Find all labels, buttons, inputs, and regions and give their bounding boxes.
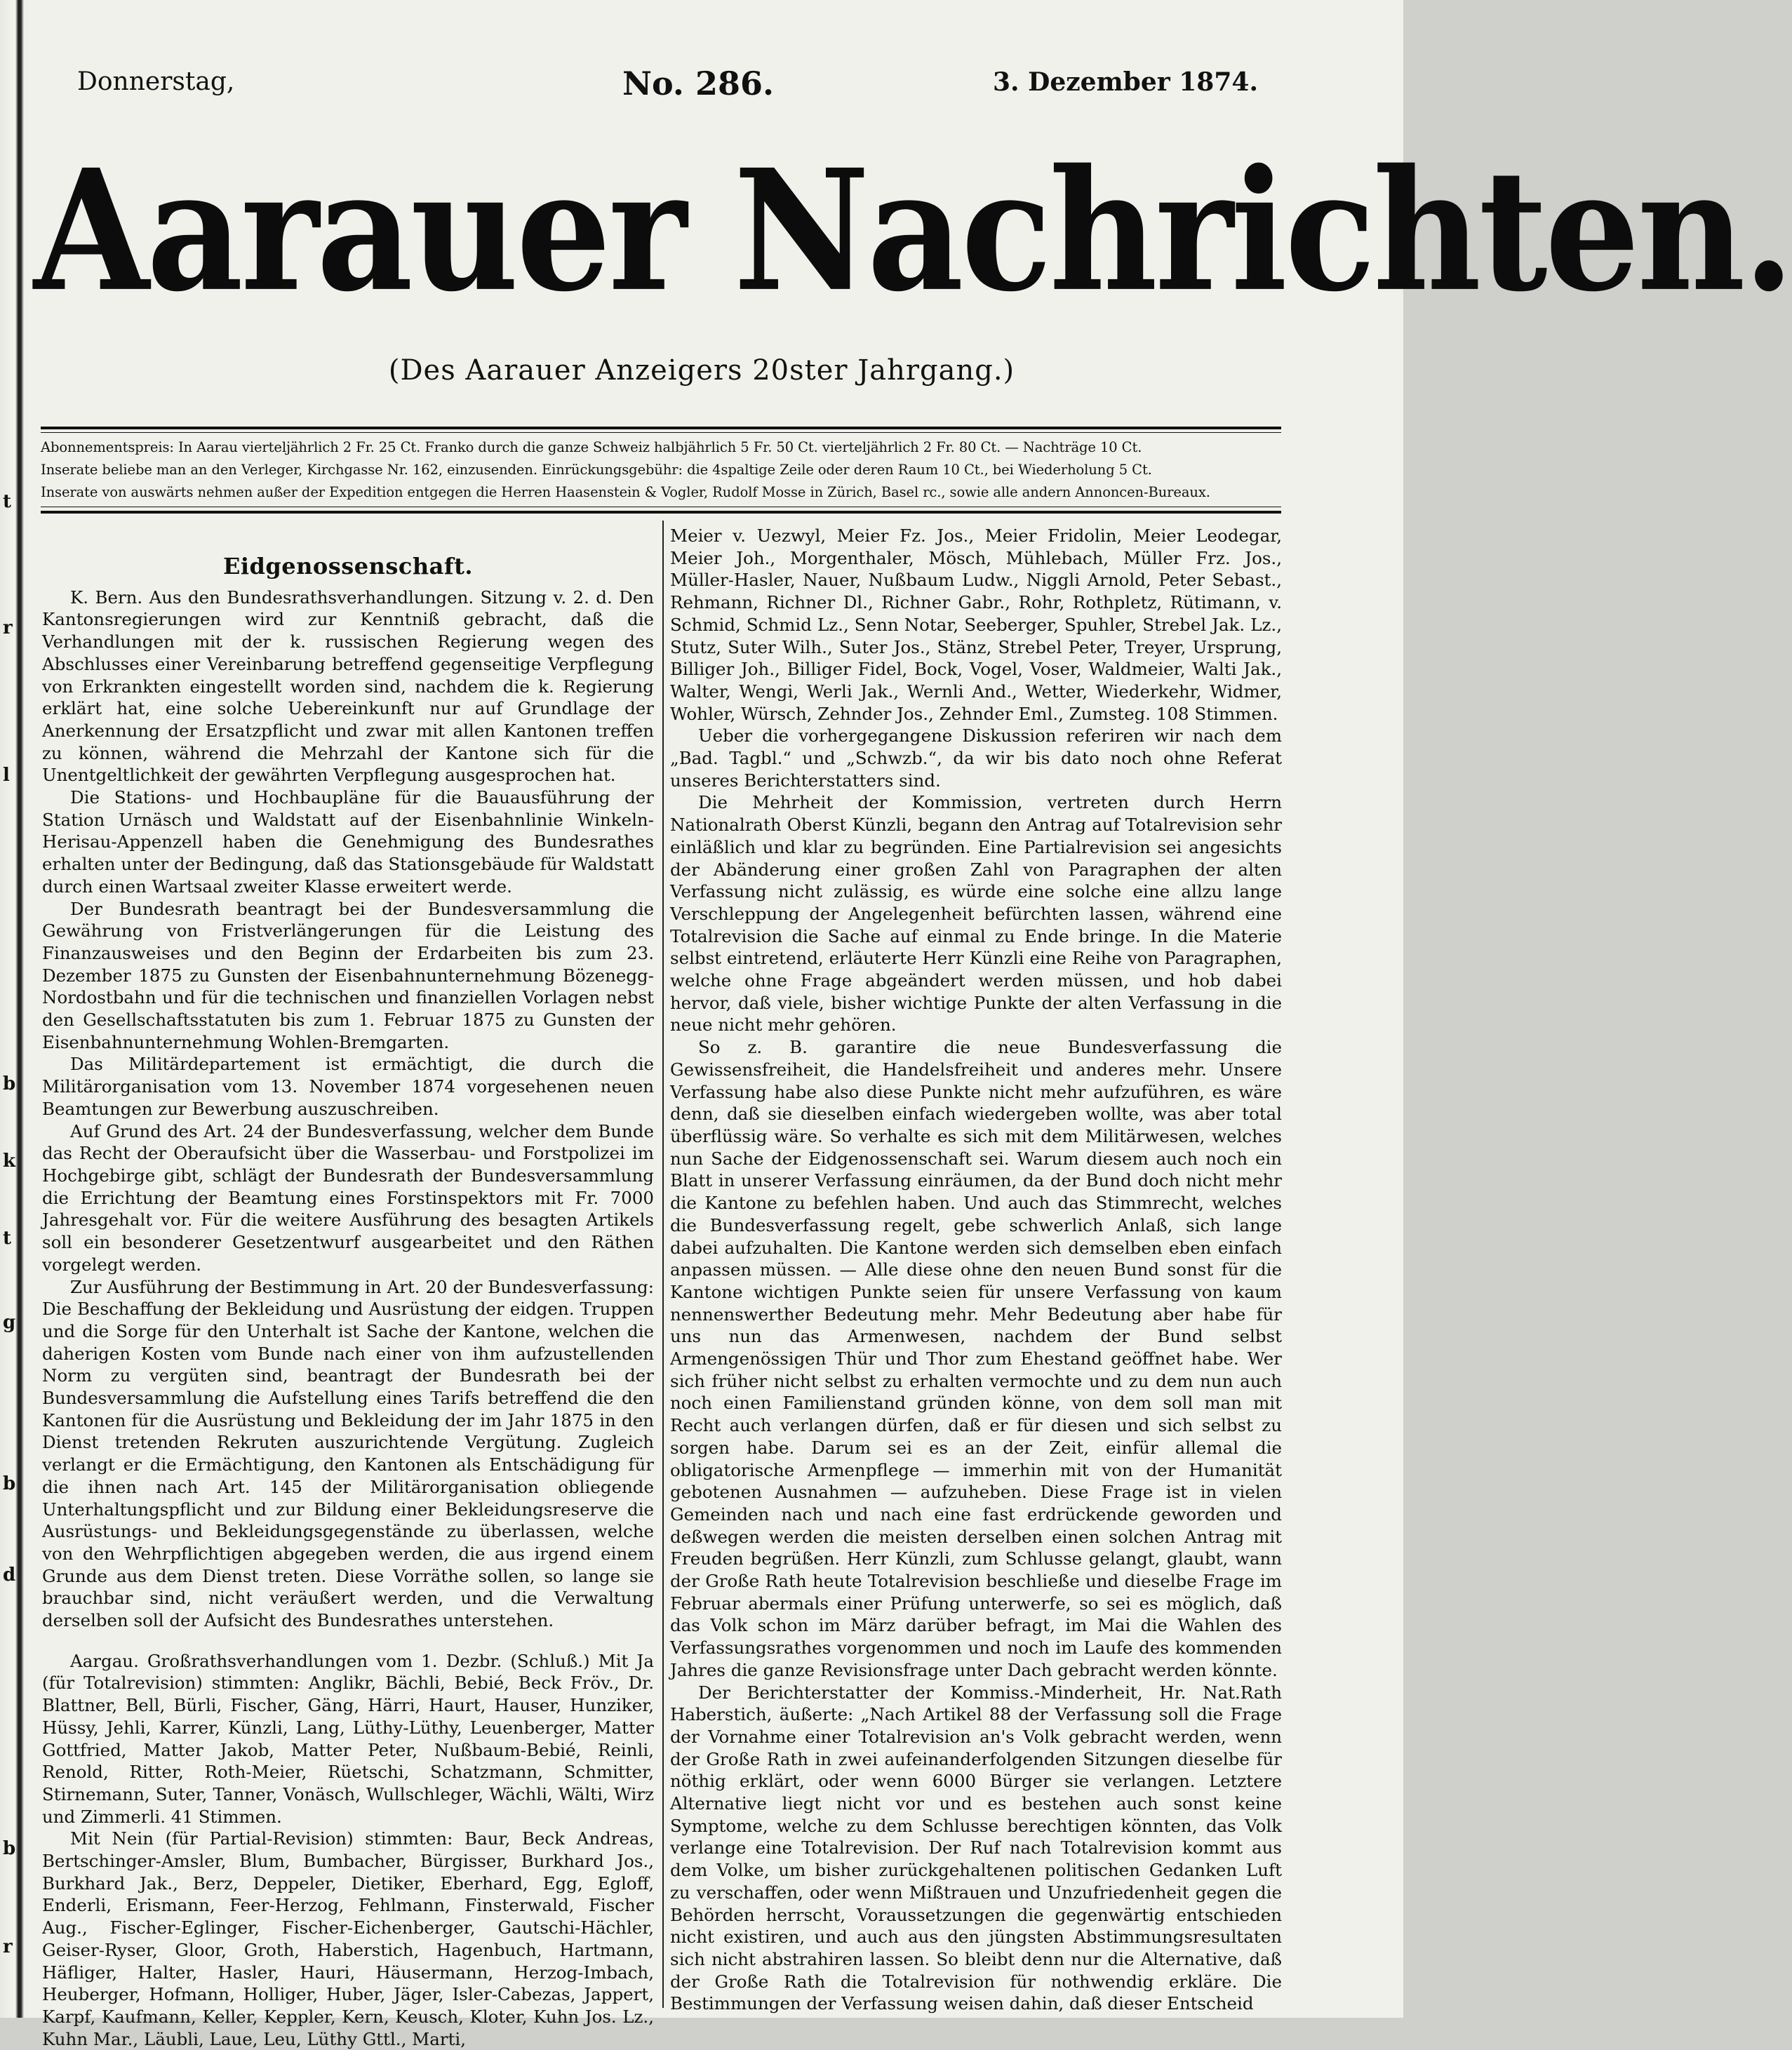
margin-glyph: b (3, 1473, 16, 1494)
agency-line: Inserate von auswärts nehmen außer der Expedition entgegen die Herren Haasenstein & Vogler, Rudolf Mosse in Zürich, Basel rc., sowie alle andern Annoncen-Bureaux. (41, 484, 1210, 500)
masthead-title: Aarauer Nachrichten. (34, 133, 1792, 329)
margin-glyph: b (3, 1838, 16, 1859)
issue-number: No. 286. (622, 65, 774, 102)
left-column (42, 525, 654, 2050)
right-column (670, 525, 1282, 2015)
article-paragraph: Die Stations- und Hochbaupläne für die Bauausführung der Station Urnäsch und Waldstatt auf der Eisenbahnlinie Winkeln-Herisau-Appenzell haben die Genehmigung des Bundesrathes erhalten unter der Bedingung, daß das Stationsgebäude für Waldstatt durch einen Wartsaal zweiter Klasse erweitert werde. (42, 787, 654, 897)
article-paragraph: Die Mehrheit der Kommission, vertreten durch Herrn Nationalrath Oberst Künzli, begann den Antrag auf Totalrevision sehr einläßlich und klar zu begründen. Eine Partialrevision sei angesichts der Abänderung einer großen Zahl von Paragraphen der alten Verfassung nicht zulässig, es würde eine solche eine allzu lange Verschleppung der Angelegenheit befürchten lassen, während eine Totalrevision die Sache auf einmal zu Ende bringe. In die Materie selbst eintretend, erläuterte Herr Künzli eine Reihe von Paragraphen, welche ohne Frage abgeändert werden müssen, und hob dabei hervor, daß viele, bisher wichtige Punkte der alten Verfassung in die neue nicht mehr gehören. (670, 792, 1282, 1036)
article-paragraph: Zur Ausführung der Bestimmung in Art. 20 der Bundesverfassung: Die Beschaffung der Bekleidung und Ausrüstung der eidgen. Truppen und die Sorge für den Unterhalt ist Sache der Kantone, welchen die daherigen Kosten vom Bunde nach einer von ihm aufzustellenden Norm zu vergüten sind, beantragt der Bundesrath bei der Bundesversammlung die Aufstellung eines Tarifs betreffend die den Kantonen für die Ausrüstung und Bekleidung der im Jahr 1875 in den Dienst tretenden Rekruten auszurichtende Vergütung. Zugleich verlangt er die Ermächtigung, den Kantonen als Entschädigung für die ihnen nach Art. 145 der Militärorganisation obliegende Unterhaltungspflicht und zur Bildung einer Bekleidungsreserve die Ausrüstungs- und Bekleidungsgegenstände zu überlassen, welche von den Wehrpflichtigen abgegeben werden, die aus irgend einem Grunde aus dem Dienst treten. Diese Vorräthe sollen, so lange sie brauchbar sind, nicht veräußert werden, und die Verwaltung derselben soll der Aufsicht des Bundesrathes unterstehen. (42, 1276, 654, 1631)
column-divider (662, 521, 664, 2008)
margin-glyph: b (3, 1073, 16, 1094)
article-paragraph: Das Militärdepartement ist ermächtigt, die durch die Militärorganisation vom 13. November 1874 vorgesehenen neuen Beamtungen zur Bewerbung auszuschreiben. (42, 1054, 654, 1119)
weekday: Donnerstag, (77, 67, 235, 96)
masthead-subtitle: (Des Aarauer Anzeigers 20ster Jahrgang.) (388, 354, 1015, 387)
margin-glyph: l (3, 765, 10, 786)
adjacent-page-edge (0, 0, 28, 2018)
article-paragraph: Der Bundesrath beantragt bei der Bundesversammlung die Gewährung von Fristverlängerungen für die Leistung des Finanzausweises und den Beginn der Erdarbeiten bis zum 23. Dezember 1875 zu Gunsten der Eisenbahnunternehmung Bözenegg-Nordostbahn und für die technischen und finanziellen Vorlagen nebst den Gesellschaftsstatuten bis zum 1. Februar 1875 zu Gunsten der Eisenbahnunternehmung Wohlen-Bremgarten. (42, 898, 654, 1052)
top-rule-thin (41, 432, 1281, 433)
margin-glyph: t (3, 491, 12, 512)
article-paragraph: Ueber die vorhergegangene Diskussion referiren wir nach dem „Bad. Tagbl.“ und „Schwzb.“, da wir bis dato noch ohne Referat unseres Berichterstatters sind. (670, 725, 1282, 791)
margin-glyph: r (3, 617, 13, 638)
issue-date: 3. Dezember 1874. (993, 67, 1258, 97)
margin-glyph: t (3, 1228, 12, 1249)
margin-glyph: d (3, 1565, 16, 1586)
article-paragraph: Auf Grund des Art. 24 der Bundesverfassung, welcher dem Bunde das Recht der Oberaufsicht über die Wasserbau- und Forstpolizei im Hochgebirge gibt, schlägt der Bundesrath der Bundesversammlung die Errichtung der Beamtung eines Forstinspektors mit Fr. 7000 Jahresgehalt vor. Für die weitere Ausführung des besagten Artikels soll ein besonderer Gesetzentwurf ausgearbeitet und den Räthen vorgelegt werden. (42, 1120, 654, 1275)
margin-glyph: g (3, 1312, 16, 1333)
margin-glyph: k (3, 1151, 16, 1172)
insertion-fee-line: Inserate beliebe man an den Verleger, Kirchgasse Nr. 162, einzusenden. Einrückungsgebühr: die 4spaltige Zeile oder deren Raum 10 Ct., bei Wiederholung 5 Ct. (41, 462, 1152, 478)
article-paragraph: Mit Nein (für Partial-Revision) stimmten: Baur, Beck Andreas, Bertschinger-Amsler, Blum, Bumbacher, Bürgisser, Burkhard Jos., Burkhard Jak., Berz, Deppeler, Dietiker, Eberhard, Egg, Egloff, Enderli, Erismann, Feer-Herzog, Fehlmann, Finsterwald, Fischer Aug., Fischer-Eglinger, Fischer-Eichenberger, Gautschi-Hächler, Geiser-Ryser, Gloor, Groth, Haberstich, Hagenbuch, Hartmann, Häfliger, Halter, Hasler, Hauri, Häusermann, Herzog-Imbach, Heuberger, Hofmann, Holliger, Huber, Jäger, Isler-Cabezas, Jappert, Karpf, Kaufmann, Keller, Keppler, Kern, Keusch, Kloter, Kuhn Jos. Lz., Kuhn Mar., Läubli, Laue, Leu, Lüthy Gttl., Marti, (42, 1828, 654, 2049)
article-paragraph: Aargau. Großrathsverhandlungen vom 1. Dezbr. (Schluß.) Mit Ja (für Totalrevision) stimmten: Anglikr, Bächli, Bebié, Beck Fröv., Dr. Blattner, Bell, Bürli, Fischer, Gäng, Härri, Haurt, Hauser, Hunziker, Hüssy, Jehli, Karrer, Künzli, Lang, Lüthy-Lüthy, Leuenberger, Matter Gottfried, Matter Jakob, Matter Peter, Nußbaum-Bebié, Reinli, Renold, Ritter, Roth-Meier, Rüetschi, Schatzmann, Schmitter, Stirnemann, Suter, Tanner, Vonäsch, Wullschleger, Wächli, Wälti, Wirz und Zimmerli. 41 Stimmen. (42, 1650, 654, 1827)
article-paragraph: Meier v. Uezwyl, Meier Fz. Jos., Meier Fridolin, Meier Leodegar, Meier Joh., Morgenthaler, Mösch, Mühlebach, Müller Frz. Jos., Müller-Hasler, Nauer, Nußbaum Ludw., Niggli Arnold, Peter Sebast., Rehmann, Richner Dl., Richner Gabr., Rohr, Rothpletz, Rütimann, v. Schmid, Schmid Lz., Senn Notar, Seeberger, Spuhler, Strebel Jak. Lz., Stutz, Suter Wilh., Suter Jos., Stänz, Strebel Peter, Treyer, Ursprung, Billiger Joh., Billiger Fidel, Bock, Vogel, Voser, Waldmeier, Walti Jak., Walter, Wengi, Werli Jak., Wernli And., Wetter, Wiederkehr, Widmer, Wohler, Würsch, Zehnder Jos., Zehnder Eml., Zumsteg. 108 Stimmen. (670, 525, 1282, 724)
subscription-price-line: Abonnementspreis: In Aarau vierteljährlich 2 Fr. 25 Ct. Franko durch die ganze Schweiz halbjährlich 5 Fr. 50 Ct. vierteljährlich 2 Fr. 80 Ct. — Nachträge 10 Ct. (41, 439, 1142, 455)
margin-glyph: r (3, 1936, 13, 1957)
article-paragraph: So z. B. garantire die neue Bundesverfassung die Gewissensfreiheit, die Handelsfreiheit und anderes mehr. Unsere Verfassung habe also diese Punkte nicht mehr aufzuführen, es wäre denn, daß sie dieselben einfach wiedergeben wollte, was aber total überflüssig wäre. So verhalte es sich mit dem Militärwesen, welches nun Sache der Eidgenossenschaft sei. Warum diesem auch noch ein Blatt in unserer Verfassung einräumen, da der Bund doch nicht mehr die Kantone zu befehlen haben. Und auch das Stimmrecht, welches die Bundesverfassung regelt, gebe schwerlich Anlaß, sich lange dabei aufzuhalten. Die Kantone werden sich demselben eben einfach anpassen müssen. — Alle diese ohne den neuen Bund sonst für die Kantone wichtigen Punkte seien für unsere Verfassung von kaum nennenswerther Bedeutung mehr. Mehr Bedeutung aber habe für uns nun das Armenwesen, nachdem der Bund selbst Armengenössigen Thür und Thor zum Ehestand geöffnet habe. Wer sich früher nicht selbst zu erhalten vermochte und zu dem nun auch noch einen Familienstand gründen könne, von dem soll man mit Recht auch verlangen dürfen, daß er für diesen und sich selbst zu sorgen habe. Darum sei es an der Zeit, einfür allemal die obligatorische Armenpflege — immerhin mit von der Humanität gebotenen Ausnahmen — aufzuheben. Diese Frage ist in vielen Gemeinden nach und nach eine fast erdrückende geworden und deßwegen werden die meisten derselben einen solchen Antrag mit Freuden begrüßen. Herr Künzli, zum Schlusse gelangt, glaubt, wann der Große Rath heute Totalrevision beschließe und dieselbe Frage im Februar abermals einer Prüfung unterwerfe, so sei es möglich, daß das Volk schon im März darüber befragt, im Mai die Wahlen des Verfassungsrathes vorgenommen und noch im Laufe des kommenden Jahres die ganze Revisionsfrage unter Dach gebracht werden könnte. (670, 1037, 1282, 1680)
article-paragraph: K. Bern. Aus den Bundesrathsverhandlungen. Sitzung v. 2. d. Den Kantonsregierungen wird zur Kenntniß gebracht, daß die Verhandlungen mit der k. russischen Regierung wegen des Abschlusses einer Vereinbarung betreffend gegenseitige Verpflegung von Erkrankten eingestellt worden sind, nachdem die k. Regierung erklärt hat, eine solche Uebereinkunft nur auf Grundlage der Anerkennung der Ersatzpflicht und zwar mit allen Kantonen treffen zu können, während die Mehrzahl der Kantone sich für die Unentgeltlichkeit der gewährten Verpflegung ausgesprochen hat. (42, 587, 654, 786)
top-rule (41, 427, 1281, 429)
article-paragraph: Der Berichterstatter der Kommiss.-Minderheit, Hr. Nat.Rath Haberstich, äußerte: „Nach Artikel 88 der Verfassung soll die Frage der Vornahme einer Totalrevision an's Volk gebracht werden, wenn der Große Rath in zwei aufeinanderfolgenden Sitzungen dieselbe für nöthig erklärt, oder wenn 6000 Bürger sie verlangen. Letztere Alternative liegt nicht vor und es bestehen auch sonst keine Symptome, welche zu dem Schlusse berechtigen könnten, das Volk verlange eine Totalrevision. Der Ruf nach Totalrevision kommt aus dem Volke, um bisher zurückgehaltenen politischen Gedanken Luft zu verschaffen, oder wenn Mißtrauen und Unzufriedenheit gegen die Behörden herrscht, Voraussetzungen die gegenwärtig entschieden nicht existiren, und auch aus den jüngsten Abstimmungsresultaten sich nicht abstrahiren lassen. So bleibt denn nur die Alternative, daß der Große Rath die Totalrevision für nothwendig erkläre. Die Bestimmungen der Verfassung weisen dahin, daß dieser Entscheid (670, 1682, 1282, 2014)
bottom-rule (41, 511, 1281, 514)
section-heading: Eidgenossenschaft. (222, 553, 474, 580)
